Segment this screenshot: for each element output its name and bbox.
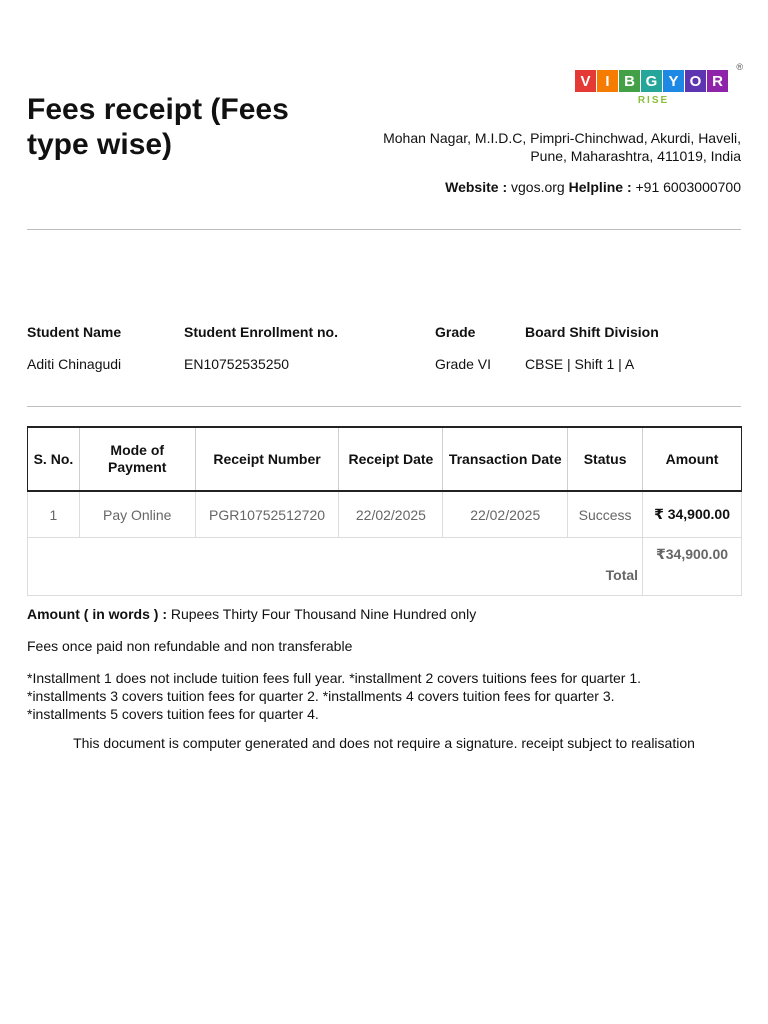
cell-transaction-date: 22/02/2025: [443, 491, 568, 538]
board-label: Board Shift Division: [525, 324, 659, 340]
footer-disclaimer: This document is computer generated and does not require a signature. receipt subject to realisation: [73, 735, 695, 751]
address-line-1: Mohan Nagar, M.I.D.C, Pimpri-Chinchwad, Akurdi, Haveli,: [383, 130, 741, 146]
grade-col: [435, 322, 491, 374]
website-link[interactable]: vgos.org: [511, 179, 565, 195]
installment-line-2: *installments 3 covers tuition fees for quarter 2. *installments 4 covers tuition fees for quarter 3.: [27, 688, 615, 704]
amount-words-value: Rupees Thirty Four Thousand Nine Hundred only: [170, 606, 477, 622]
enrollment-value: EN10752535250: [184, 356, 290, 372]
registered-mark: ®: [736, 62, 743, 72]
logo-letters: [575, 70, 728, 92]
cell-status: Success: [568, 491, 643, 538]
board-col: [525, 322, 659, 374]
cell-amount: ₹ 34,900.00: [643, 491, 742, 538]
col-header-mode: Mode of Payment: [79, 427, 195, 491]
installment-notes: [27, 669, 741, 723]
col-header-amount: Amount: [643, 427, 742, 491]
logo-tagline: RISE: [637, 95, 670, 106]
vibgyor-logo: [575, 62, 743, 112]
logo-letter-i: I: [597, 70, 618, 92]
col-header-receipt-date: Receipt Date: [339, 427, 443, 491]
school-address: [321, 129, 741, 165]
amount-words-label: Amount ( in words ) :: [27, 606, 167, 622]
col-header-transaction-date: Transaction Date: [443, 427, 568, 491]
table-row: [28, 491, 742, 538]
helpline-label: Helpline :: [568, 179, 632, 195]
grade-value: Grade VI: [435, 356, 492, 372]
student-name-value: Aditi Chinagudi: [27, 356, 122, 372]
contact-line: [445, 179, 741, 195]
helpline-number: +91 6003000700: [635, 179, 741, 195]
divider-top: [27, 229, 741, 230]
student-name-col: [27, 322, 121, 374]
total-row: [28, 538, 742, 596]
total-label: Total: [28, 538, 643, 596]
grade-label: Grade: [435, 324, 476, 340]
divider-middle: [27, 406, 741, 407]
address-line-2: Pune, Maharashtra, 411019, India: [530, 148, 741, 164]
page-title: Fees receipt (Fees type wise): [27, 93, 289, 161]
website-label: Website :: [445, 179, 508, 195]
logo-letter-y: Y: [663, 70, 684, 92]
installment-line-3: *installments 5 covers tuition fees for quarter 4.: [27, 706, 319, 722]
cell-receipt-date: 22/02/2025: [339, 491, 443, 538]
cell-mode: Pay Online: [79, 491, 195, 538]
logo-letter-r: R: [707, 70, 728, 92]
table-header-row: [28, 427, 742, 491]
col-header-receipt-number: Receipt Number: [195, 427, 339, 491]
cell-sno: 1: [28, 491, 80, 538]
non-refundable-note: Fees once paid non refundable and non transferable: [27, 638, 353, 654]
total-amount: ₹34,900.00: [643, 538, 742, 596]
logo-letter-b: B: [619, 70, 640, 92]
logo-letter-g: G: [641, 70, 662, 92]
student-name-label: Student Name: [27, 324, 122, 340]
installment-line-1: *Installment 1 does not include tuition fees full year. *installment 2 covers tuitions fees for quarter 1.: [27, 670, 641, 686]
col-header-sno: S. No.: [28, 427, 80, 491]
enrollment-col: [184, 322, 338, 374]
enrollment-label: Student Enrollment no.: [184, 324, 338, 340]
cell-receipt-number: PGR10752512720: [195, 491, 339, 538]
amount-in-words: [27, 605, 741, 623]
logo-letter-v: V: [575, 70, 596, 92]
col-header-status: Status: [568, 427, 643, 491]
board-value: CBSE | Shift 1 | A: [525, 356, 635, 372]
logo-letter-o: O: [685, 70, 706, 92]
payment-table: [27, 426, 742, 596]
